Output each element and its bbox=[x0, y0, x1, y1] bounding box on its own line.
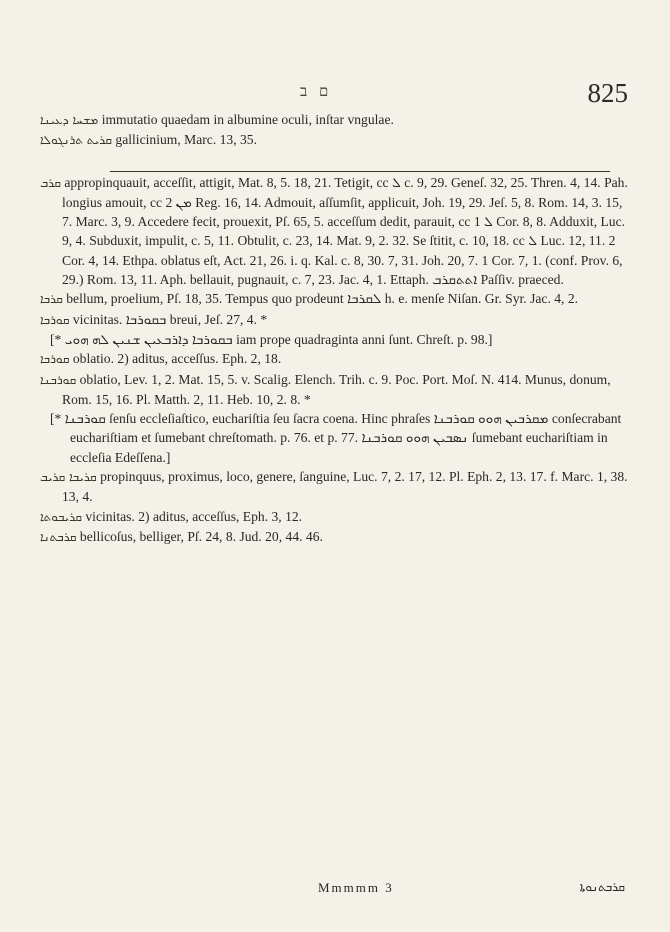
lexicon-entry bbox=[40, 289, 630, 309]
page-number: 825 bbox=[587, 78, 628, 108]
page-header bbox=[0, 78, 670, 108]
entry-definition: appropinquauit, acceſſit, attigit, Mat. 8, 5. 18, 21. Tetigit, cc ܠ c. 9, 29. Geneſ. 32, 25. Thren. 4, 14. Pah. longius amouit, cc ܡܢ 2 Reg. 16, 14. Admouit, aſſumſit, applicuit, Joh. 19, 29. Jeſ. 5, 8. Rom. 14, 3. 15, 7. Marc. 3, 9. Accedere fecit, prouexit, Pſ. 65, 5. acceſſum dedit, parauit, cc ܠ 1 Cor. 8, 8. Adduxit, Luc. 9, 4. Subduxit, impulit, c. 5, 11. Obtulit, c. 23, 14. Mat. 9, 2. 32. Se ſtitit, c. 10, 18. cc ܠ Luc. 12, 11. 2 Cor. 4, 14. Ethpa. oblatus eſt, Act. 21, 26. i. q. Kal. c. 8, 30. 7, 31. Joh. 20, 7. 1 Cor. 7, 1. (conf. Prov. 6, 29.) Rom. 13, 11. Aph. bellauit, pugnauit, c. 7, 23. Jac. 4, 1. Ettaph. ܐܬܬܩܪܒ Paſſiv. praeced. bbox=[62, 174, 628, 288]
entry-definition: bellum, proelium, Pſ. 18, 35. Tempus quo prodeunt ܠܩܪܒܐ h. e. menſe Niſan. Gr. Syr. Jac. 4, 2. bbox=[66, 291, 579, 307]
lexicon-entry bbox=[40, 110, 630, 130]
lexicon-entry bbox=[40, 467, 630, 507]
lexicon-entry bbox=[40, 370, 630, 410]
syriac-headword: ܩܘܪܒܢܐ bbox=[40, 372, 77, 387]
lexicon-entry bbox=[40, 173, 630, 290]
page-footer bbox=[0, 880, 670, 900]
entry-definition: bellicoſus, belliger, Pſ. 24, 8. Jud. 20, 44. 46. bbox=[79, 528, 323, 544]
entry-definition: vicinitas. 2) aditus, acceſſus, Eph. 3, 12. bbox=[85, 508, 303, 524]
lexicon-body bbox=[40, 110, 630, 547]
entry-definition: propinquus, proximus, loco, genere, ſanguine, Luc. 7, 2. 17, 12. Pl. Eph. 2, 13. 17. f. Marc. 1, 38. 13, 4. bbox=[62, 469, 628, 505]
syriac-headword: ܡܫܚܐ ܕܥܝܢܐ bbox=[40, 113, 99, 127]
syriac-headword: ܩܪܒܬܢܐ bbox=[40, 529, 77, 544]
syriac-headword: ܩܘܪܒܐ bbox=[40, 352, 70, 367]
syriac-headword: ܩܪܒܐ bbox=[40, 292, 63, 307]
syriac-headword: ܩܪܝܒܐ ܩܪܝܒ bbox=[40, 470, 97, 485]
syriac-headword: ܩܪܝܒܘܬܐ bbox=[40, 509, 82, 524]
entry-definition: [* ܒܩܘܪܒܐ ܕܐܪܒܥܝܢ ܫܢܝܢ ܠܗ ܗܘܝ iam prope quadraginta anni ſunt. Chreſt. p. 98.] bbox=[50, 331, 493, 347]
lexicon-subentry bbox=[40, 409, 630, 467]
entry-definition: immutatio quaedam in albumine oculi, inſtar vngulae. bbox=[101, 112, 394, 127]
signature-mark: Mmmmm 3 bbox=[318, 880, 394, 895]
entry-definition: vicinitas. ܒܩܘܪܒܐ breui, Jeſ. 27, 4. * bbox=[72, 311, 268, 327]
syriac-headword: ܩܪܝܬ ܬܪܢܓܘܠܐ bbox=[40, 133, 113, 148]
entry-definition: oblatio, Lev. 1, 2. Mat. 15, 5. v. Scalig. Elench. Trih. c. 9. Poc. Port. Moſ. N. 414. Munus, donum, Rom. 15, 16. Pl. Matth. 2, 11. Heb. 10, 2. 8. * bbox=[62, 371, 611, 407]
lexicon-entry bbox=[40, 310, 630, 330]
syriac-headword: ܩܘܪܒܐ bbox=[40, 312, 70, 327]
lexicon-entry bbox=[40, 130, 630, 150]
syriac-headword: ܩܪܒ bbox=[40, 175, 61, 190]
entry-definition: gallicinium, Marc. 13, 35. bbox=[115, 132, 257, 148]
entry-definition: oblatio. 2) aditus, acceſſus. Eph. 2, 18. bbox=[72, 351, 282, 367]
lexicon-entry bbox=[40, 349, 630, 369]
catchword: ܩܪܒܬܢܘܬܐ bbox=[579, 880, 625, 894]
lexicon-entry bbox=[40, 507, 630, 527]
lexicon-subentry bbox=[40, 330, 630, 349]
header-hebrew-letters: ם ב bbox=[300, 84, 333, 100]
lexicon-entry bbox=[40, 527, 630, 547]
entry-definition: [* ܩܘܪܒܢܐ ſenſu eccleſiaſtico, euchariſtia ſeu ſacra coena. Hinc phraſes ܡܩܪܒܝܢ ܗܘܘ ܩܘܪܒܢܐ conſecrabant euchariſtiam et ſumebant chreſtomath. p. 76. et p. 77. ܢܣܒܝܢ ܗܘܘ ܩܘܪܒܢܐ ſumebant euchariſtiam in eccleſia Edeſſena.] bbox=[50, 411, 622, 465]
